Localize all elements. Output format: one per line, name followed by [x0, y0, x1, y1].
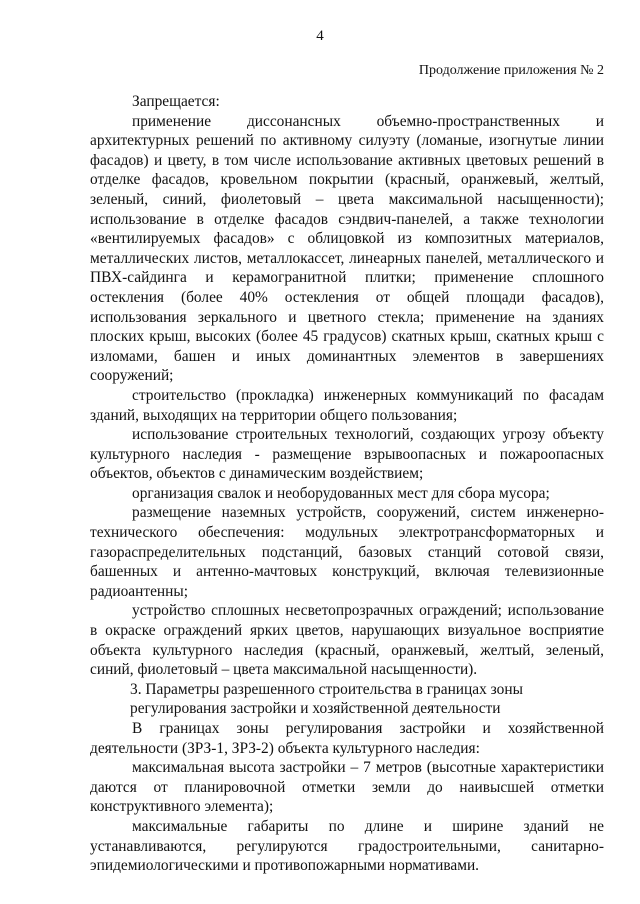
paragraph: использование строительных технологий, создающих угрозу объекту культурного наследия - размещение взрывоопасных и пожароопасных объектов, объектов с динамическим воздействием;: [90, 426, 604, 483]
appendix-continuation-note: Продолжение приложения № 2: [418, 63, 604, 78]
section-3-title-line2: регулирования застройки и хозяйственной деятельности: [130, 700, 501, 718]
section-3-title-line1: 3. Параметры разрешенного строительства в границах зоны: [130, 680, 523, 698]
zone-paragraph: максимальные габариты по длине и ширине зданий не устанавливаются, регулируются градостроительными, санитарно-эпидемиологическими и противопожарными нормативами.: [90, 817, 604, 875]
paragraph: организация свалок и необорудованных мест для сбора мусора;: [132, 484, 550, 502]
paragraph: размещение наземных устройств, сооружений, систем инженерно-технического обеспечения: модульных электротрансформаторных и газораспределительных подстанций, базовых станций сотовой связи, башенных и антенно-мачтовых конструкций, включая телевизионные радиоантенны;: [90, 504, 604, 600]
paragraph: строительство (прокладка) инженерных коммуникаций по фасадам зданий, выходящих на территории общего пользования;: [90, 386, 604, 424]
forbidden-heading: Запрещается:: [132, 93, 220, 110]
zone-paragraph: максимальная высота застройки – 7 метров (высотные характеристики даются от планировочной отметки земли до наивысшей отметки конструктивного элемента);: [90, 759, 604, 816]
section-3-title: [90, 680, 604, 719]
document-body: [90, 92, 604, 876]
zone-paragraph: В границах зоны регулирования застройки и хозяйственной деятельности (ЗРЗ-1, ЗРЗ-2) объекта культурного наследия:: [90, 720, 604, 757]
paragraph: применение диссонансных объемно-пространственных и архитектурных решений по активному силуэту (ломаные, изогнутые линии фасадов) и цвету, в том числе использование активных цветовых решений в отделке фасадов, кровельном покрытии (красный, оранжевый, желтый, зеленый, синий, фиолетовый – цвета максимальной насыщенности); использование в отделке фасадов сэндвич-панелей, а также технологии «вентилируемых фасадов» с облицовкой из композитных материалов, металлических листов, металлокассет, линеарных панелей, металлического и ПВХ-сайдинга и керамогранитной плитки; применение сплошного остекления (более 40% остекления от общей площади фасадов), использования зеркального и цветного стекла; применение на зданиях плоских крыш, высоких (более 45 градусов) скатных крыш, скатных крыш с изломами, башен и иных доминантных элементов в завершениях сооружений;: [90, 112, 604, 385]
paragraph: устройство сплошных несветопрозрачных ограждений; использование в окраске ограждений ярких цветов, нарушающих визуальное восприятие объекта культурного наследия (красный, оранжевый, желтый, зеленый, синий, фиолетовый – цвета максимальной насыщенности).: [90, 602, 604, 679]
page-number: 4: [316, 28, 324, 44]
